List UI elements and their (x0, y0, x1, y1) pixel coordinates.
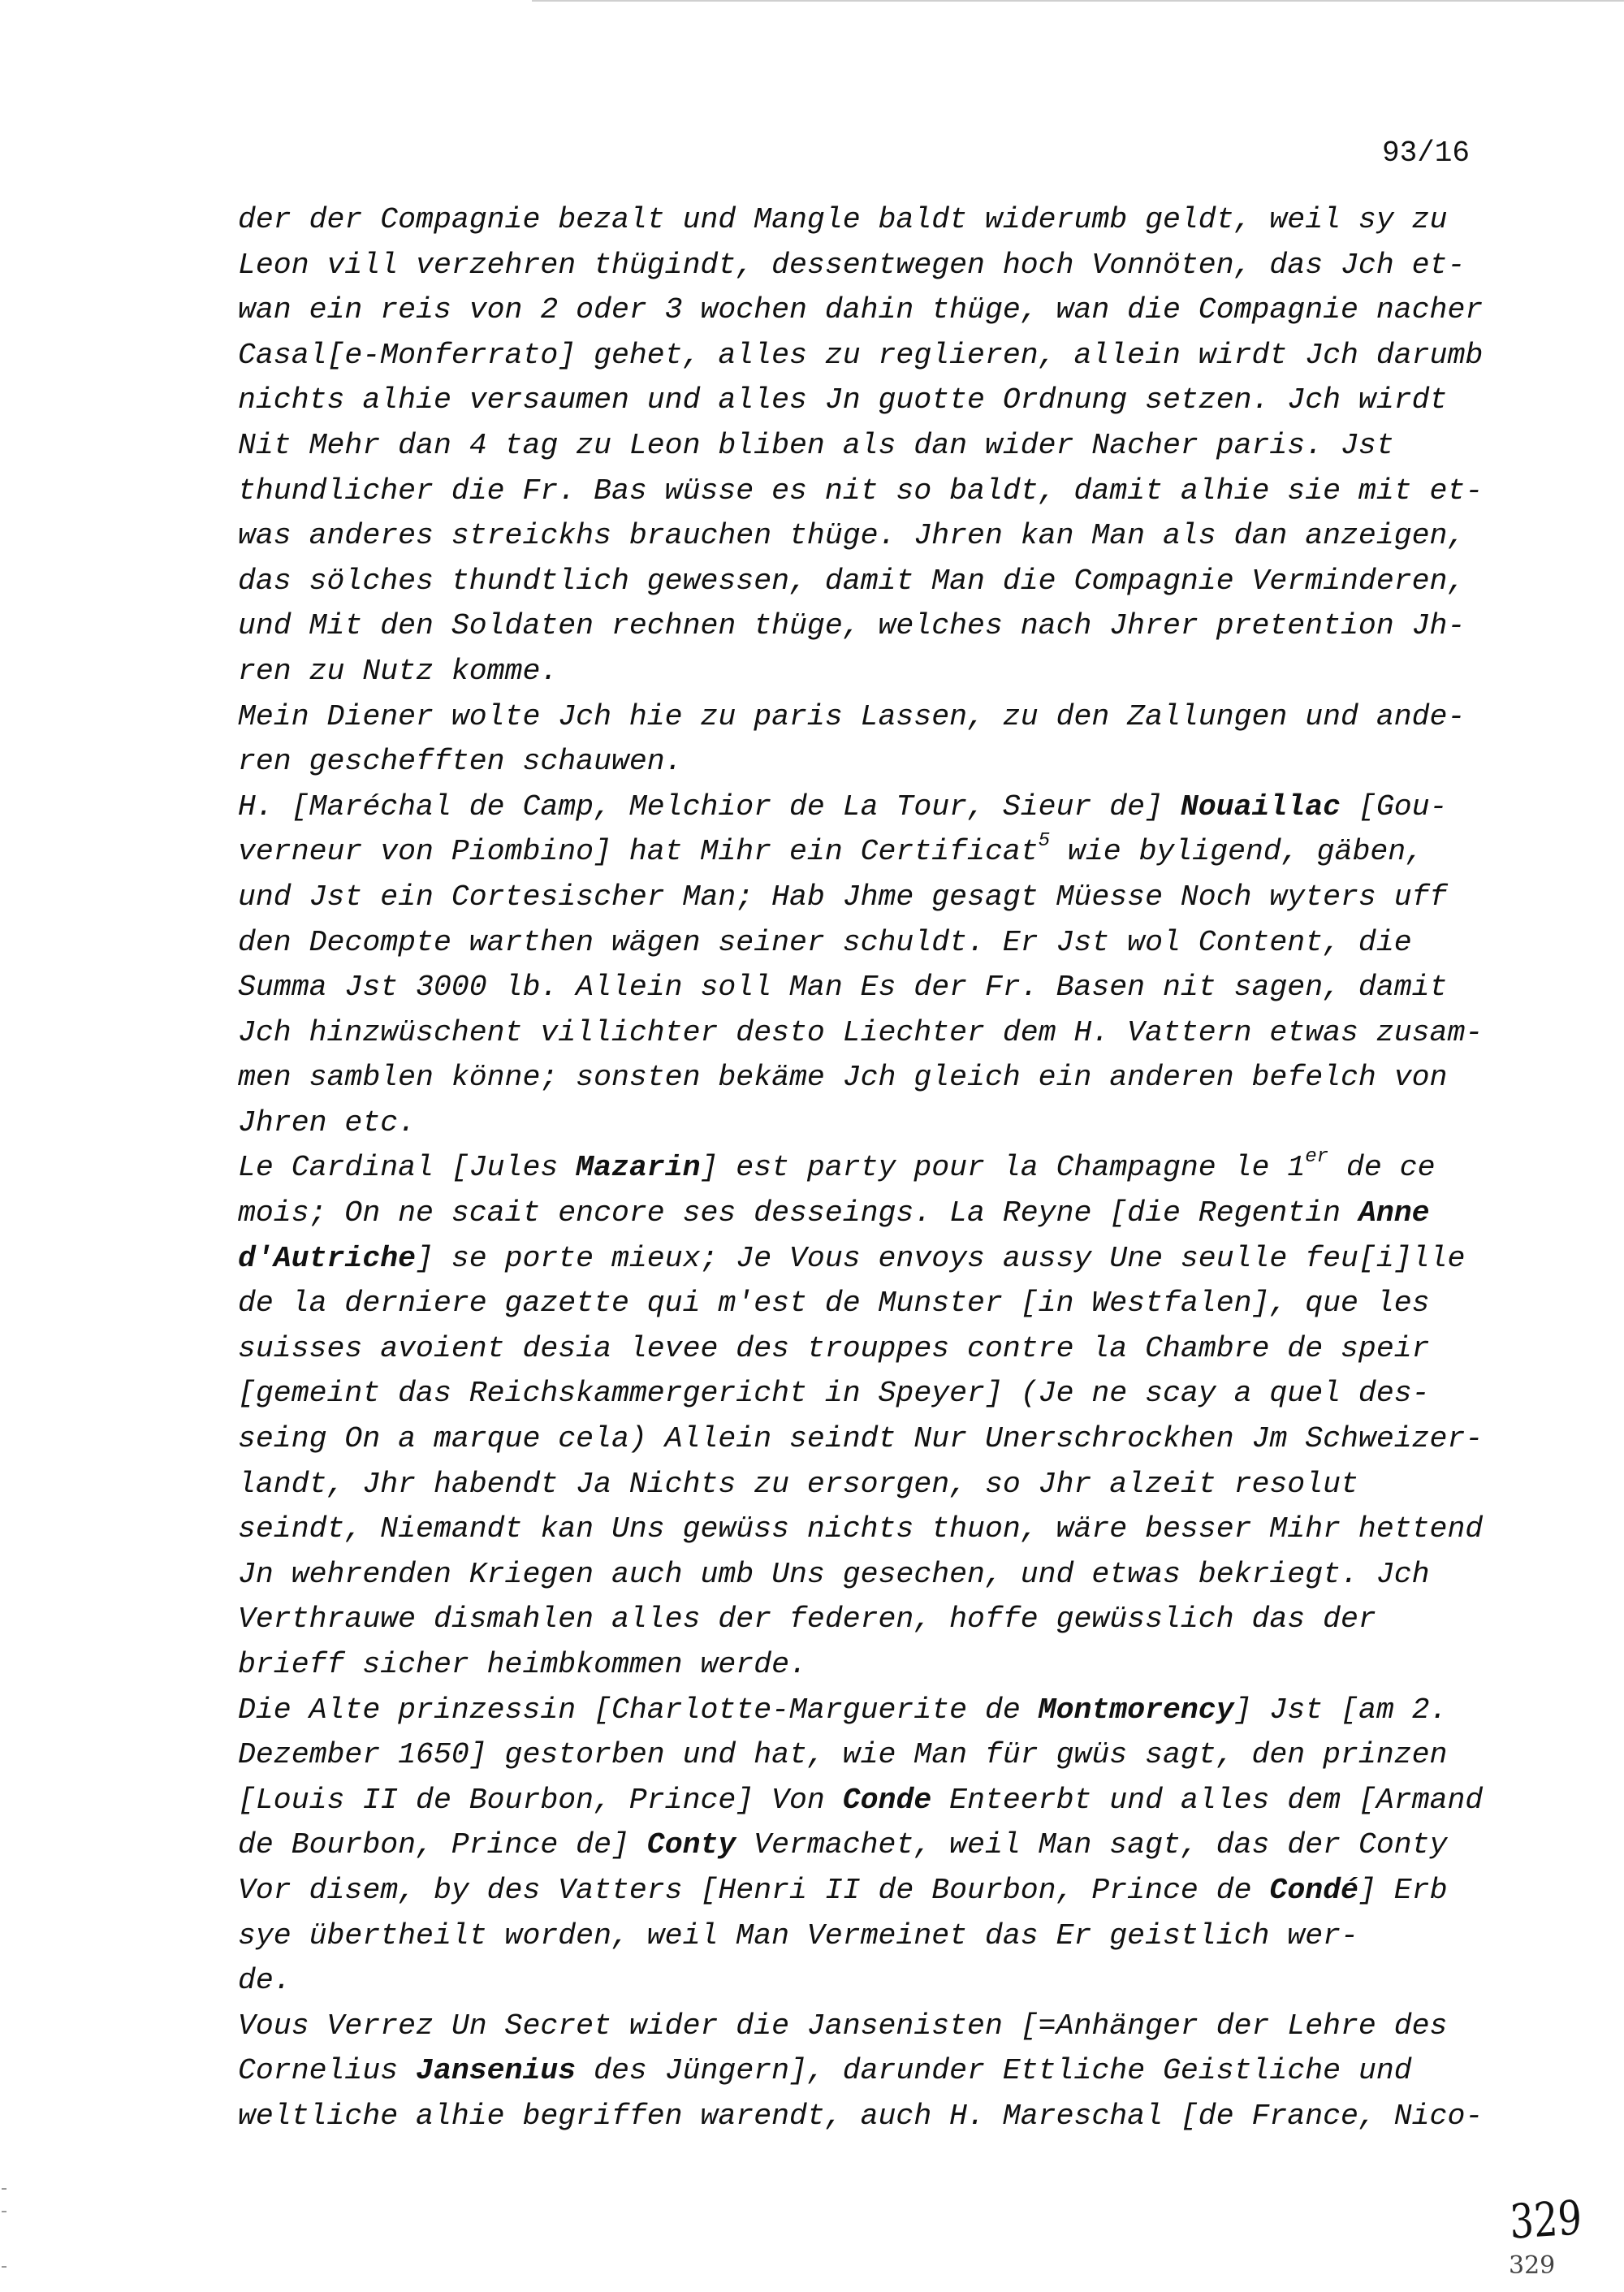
text-line: seindt, Niemandt kan Uns gewüss nichts thuon, wäre besser Mihr hettend (238, 1512, 1484, 1546)
text-line: Die Alte prinzessin [Charlotte-Marguerite de Montmorency] Jst [am 2. (238, 1693, 1448, 1727)
text-line: d'Autriche] se porte mieux; Je Vous envoys aussy Une seulle feu[i]lle (238, 1241, 1466, 1275)
text-line: wan ein reis von 2 oder 3 wochen dahin thüge, wan die Compagnie nacher (238, 293, 1484, 327)
text-line: Jn wehrenden Kriegen auch umb Uns gesechen, und etwas bekriegt. Jch (238, 1557, 1430, 1591)
text-line: Mein Diener wolte Jch hie zu paris Lassen, zu den Zallungen und ande- (238, 699, 1466, 733)
text-line: verneur von Piombino] hat Mihr ein Certificat$^5$ wie byligend, gäben, (238, 830, 1424, 869)
text-line: [gemeint das Reichskammergericht in Speyer] (Je ne scay a quel des- (238, 1377, 1430, 1411)
text-line: Vor disem, by des Vatters [Henri II de Bourbon, Prince de Condé] Erb (238, 1873, 1448, 1907)
footnote-marker: 5 (1038, 830, 1051, 853)
text-line: Le Cardinal [Jules Mazarin] est party pour la Champagne le 1er de ce (238, 1146, 1436, 1185)
text-line: de. (238, 1964, 292, 1998)
scan-top-edge (532, 0, 1624, 2)
letter-body (238, 197, 1505, 2139)
text-line: mois; On ne scait encore ses desseings. La Reyne [die Regentin Anne (238, 1196, 1430, 1230)
person-name: Condé (1269, 1873, 1358, 1907)
text-line: sye übertheilt worden, weil Man Vermeinet das Er geistlich wer- (238, 1918, 1358, 1953)
person-name: Jansenius (416, 2054, 577, 2088)
margin-mark (2, 2266, 6, 2268)
stamped-folio-number: 329 (1509, 2251, 1556, 2280)
superscript: er (1305, 1146, 1329, 1169)
person-name: Mazarin (576, 1151, 701, 1185)
person-name: Conty (646, 1828, 736, 1862)
text-line: seing On a marque cela) Allein seindt Nur Unerschrockhen Jm Schweizer- (238, 1422, 1484, 1456)
text-line: de Bourbon, Prince de] Conty Vermachet, weil Man sagt, das der Conty (238, 1828, 1448, 1862)
text-line: Dezember 1650] gestorben und hat, wie Man für gwüs sagt, den prinzen (238, 1738, 1448, 1772)
text-line: Jch hinzwüschent villichter desto Liechter dem H. Vattern etwas zusam- (238, 1015, 1484, 1049)
text-line: der der Compagnie bezalt und Mangle baldt widerumb geldt, weil sy zu (238, 203, 1448, 236)
text-line: brieff sicher heimbkommen werde. (238, 1648, 807, 1681)
text-line: und Mit den Soldaten rechnen thüge, welches nach Jhrer pretention Jh- (238, 609, 1466, 643)
text-line: weltliche alhie begriffen warendt, auch H. Mareschal [de France, Nico- (238, 2099, 1484, 2133)
text-line: men samblen könne; sonsten bekäme Jch gleich ein anderen befelch von (238, 1061, 1448, 1095)
text-line: Leon vill verzehren thügindt, dessentwegen hoch Vonnöten, das Jch et- (238, 248, 1466, 282)
text-line: und Jst ein Cortesischer Man; Hab Jhme gesagt Müesse Noch wyters uff (238, 880, 1448, 914)
person-name: Montmorency (1038, 1693, 1234, 1727)
person-name: d'Autriche (238, 1241, 417, 1275)
text-line: [Louis II de Bourbon, Prince] Von Conde Enteerbt und alles dem [Armand (238, 1783, 1484, 1817)
text-line: nichts alhie versaumen und alles Jn guotte Ordnung setzen. Jch wirdt (238, 383, 1448, 417)
margin-mark (2, 2211, 6, 2212)
text-line: was anderes streickhs brauchen thüge. Jhren kan Man als dan anzeigen, (238, 519, 1466, 553)
text-line: Summa Jst 3000 lb. Allein soll Man Es der Fr. Basen nit sagen, damit (238, 971, 1448, 1005)
page-reference: 93/16 (1382, 136, 1471, 170)
text-line: das sölches thundtlich gewessen, damit Man die Compagnie Verminderen, (238, 564, 1466, 598)
text-line: thundlicher die Fr. Bas wüsse es nit so baldt, damit alhie sie mit et- (238, 474, 1484, 508)
text-line: Verthrauwe dismahlen alles der federen, hoffe gewüsslich das der (238, 1602, 1376, 1637)
person-name: Anne (1358, 1196, 1430, 1230)
text-line: suisses avoient desia levee des trouppes contre la Chambre de speir (238, 1331, 1430, 1365)
margin-mark (2, 2188, 6, 2190)
person-name: Nouaillac (1180, 789, 1341, 824)
text-line: ren geschefften schauwen. (238, 745, 683, 779)
text-line: de la derniere gazette qui m'est de Munster [in Westfalen], que les (238, 1287, 1430, 1321)
text-line: landt, Jhr habendt Ja Nichts zu ersorgen, so Jhr alzeit resolut (238, 1467, 1358, 1501)
text-line: Casal[e-Monferrato] gehet, alles zu reglieren, allein wirdt Jch darumb (238, 338, 1484, 372)
text-line: Nit Mehr dan 4 tag zu Leon bliben als dan wider Nacher paris. Jst (238, 428, 1394, 462)
handwritten-folio-number: 329 (1509, 2190, 1583, 2250)
text-line: Vous Verrez Un Secret wider die Jansenisten [=Anhänger der Lehre des (238, 2009, 1448, 2043)
text-line: ren zu Nutz komme. (238, 654, 559, 688)
person-name: Conde (842, 1783, 932, 1817)
text-line: Cornelius Jansenius des Jüngern], darunder Ettliche Geistliche und (238, 2054, 1412, 2088)
text-line: H. [Maréchal de Camp, Melchior de La Tour, Sieur de] Nouaillac [Gou- (238, 789, 1448, 824)
text-line: den Decompte warthen wägen seiner schuldt. Er Jst wol Content, die (238, 925, 1412, 959)
text-line: Jhren etc. (238, 1105, 417, 1140)
